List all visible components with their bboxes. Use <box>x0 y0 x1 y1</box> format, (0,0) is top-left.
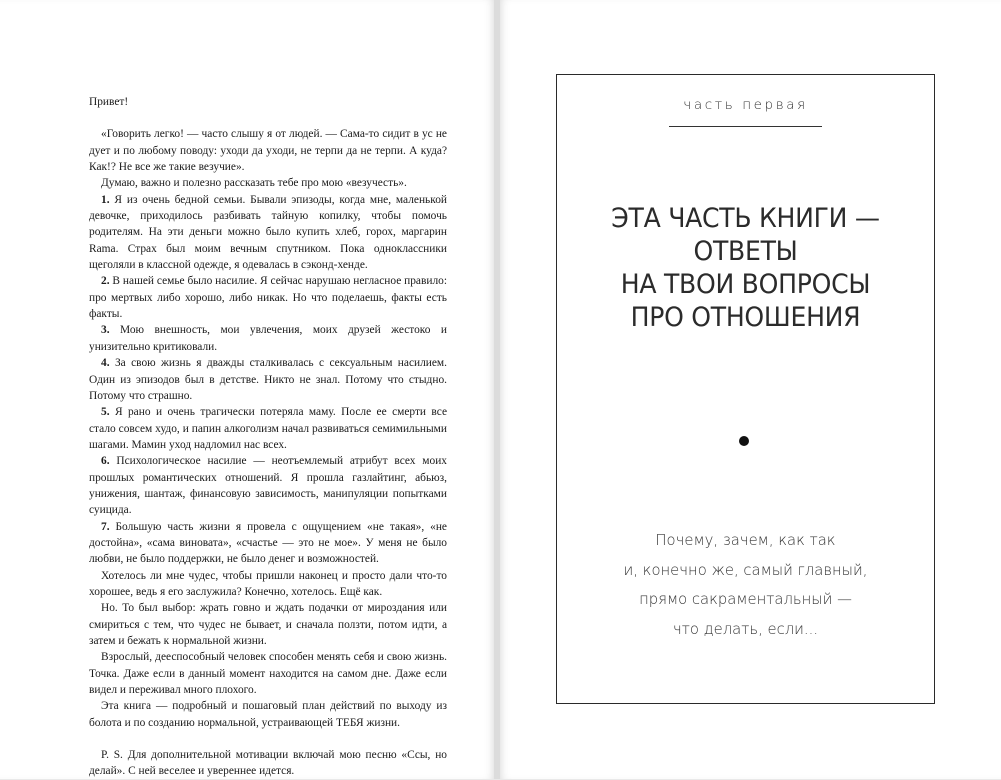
paragraph: 6. Психологическое насилие — неотъемлемый атрибут всех моих прошлых романтических отношений. Я прошла газлайтинг, абьюз, унижения, шантаж, финансовую зависимость, манипуляции попытками суицида. <box>89 455 447 517</box>
questions-block <box>557 526 934 644</box>
heading-line: ПРО ОТНОШЕНИЯ <box>630 302 861 333</box>
question-line: что делать, если... <box>672 620 819 638</box>
question-line: Почему, зачем, как так <box>655 532 836 549</box>
paragraph: Эта книга — подробный и пошаговый план действий по выходу из болота и по созданию нормальной, устраивающей ТЕБЯ жизни. <box>89 700 447 729</box>
paragraph: 7. Большую часть жизни я провела с ощущением «не такая», «не достойна», «сама виновата», «счастье — это не мое». У меня не было любви, не было поддержки, не было денег и возможностей. <box>89 520 447 566</box>
question-line: прямо сакраментальный — <box>639 591 852 608</box>
greeting: Привет! <box>89 96 129 108</box>
letter-text <box>89 94 447 780</box>
question-line: и, конечно же, самый главный, <box>623 561 868 579</box>
paragraph: Взрослый, дееспособный человек способен менять себя и свою жизнь. Точка. Даже если в данный момент находится на самом дне. Даже если видел и переживал много плохого. <box>89 651 447 697</box>
chapter-heading <box>570 202 921 334</box>
heading-line: ЭТА ЧАСТЬ КНИГИ — <box>611 203 880 234</box>
heading-line: НА ТВОИ ВОПРОСЫ <box>620 269 871 300</box>
paragraph: 4. За свою жизнь я дважды сталкивалась с сексуальным насилием. Один из эпизодов был в детстве. Никто не знал. Потому что стыдно. Потому что страшно. <box>89 357 447 402</box>
paragraph: 1. Я из очень бедной семьи. Бывали эпизоды, когда мне, маленькой девочке, приходилось разбивать тайную копилку, чтобы помочь родителям. На эти деньги можно было купить хлеб, горох, маргарин Rama. Страх был моим вечным спутником. Пока одноклассники щеголяли в классной одежде, я одевалась в сэконд-хенде. <box>89 193 447 272</box>
paragraph: 3. Мою внешность, мои увлечения, моих друзей жестоко и унизительно критиковали. <box>89 324 447 353</box>
paragraph: Но. То был выбор: жрать говно и ждать подачки от мироздания или смириться с тем, что чудес не бывает, и сначала ползти, потом идти, а затем и бежать к нормальной жизни. <box>89 602 447 647</box>
bullet-dot-icon <box>739 436 749 446</box>
heading-line: ОТВЕТЫ <box>693 236 798 267</box>
paragraph: «Говорить легко! — часто слышу я от людей. — Сама-то сидит в ус не дует и по любому поводу: уходи да уходи, не терпи да не терпи. А куда? Как!? Не все же такие везучие». <box>89 128 447 174</box>
chapter-frame <box>556 74 935 704</box>
left-page <box>0 0 494 779</box>
paragraph: 2. В нашей семье было насилие. Я сейчас нарушаю негласное правило: про мертвых либо хорошо, либо никак. Но что поделаешь, факты есть факты. <box>89 275 447 321</box>
part-label: часть первая <box>683 97 808 113</box>
paragraph: 5. Я рано и очень трагически потеряла маму. После ее смерти все стало совсем худо, и папин алкоголизм начал развиваться семимильными шагами. Мамин уход надломил нас всех. <box>89 406 447 451</box>
postscript: P. S. Для дополнительной мотивации включай мою песню «Ссы, но делай». С ней веселее и увереннее идется. <box>89 749 447 778</box>
paragraph: Хотелось ли мне чудес, чтобы пришли наконец и просто дали что-то хорошее, ведь я его заслужила? Конечно, хотелось. Ещё как. <box>89 569 447 598</box>
part-divider <box>669 126 822 127</box>
paragraph: Думаю, важно и полезно рассказать тебе про мою «везучесть». <box>101 177 407 190</box>
